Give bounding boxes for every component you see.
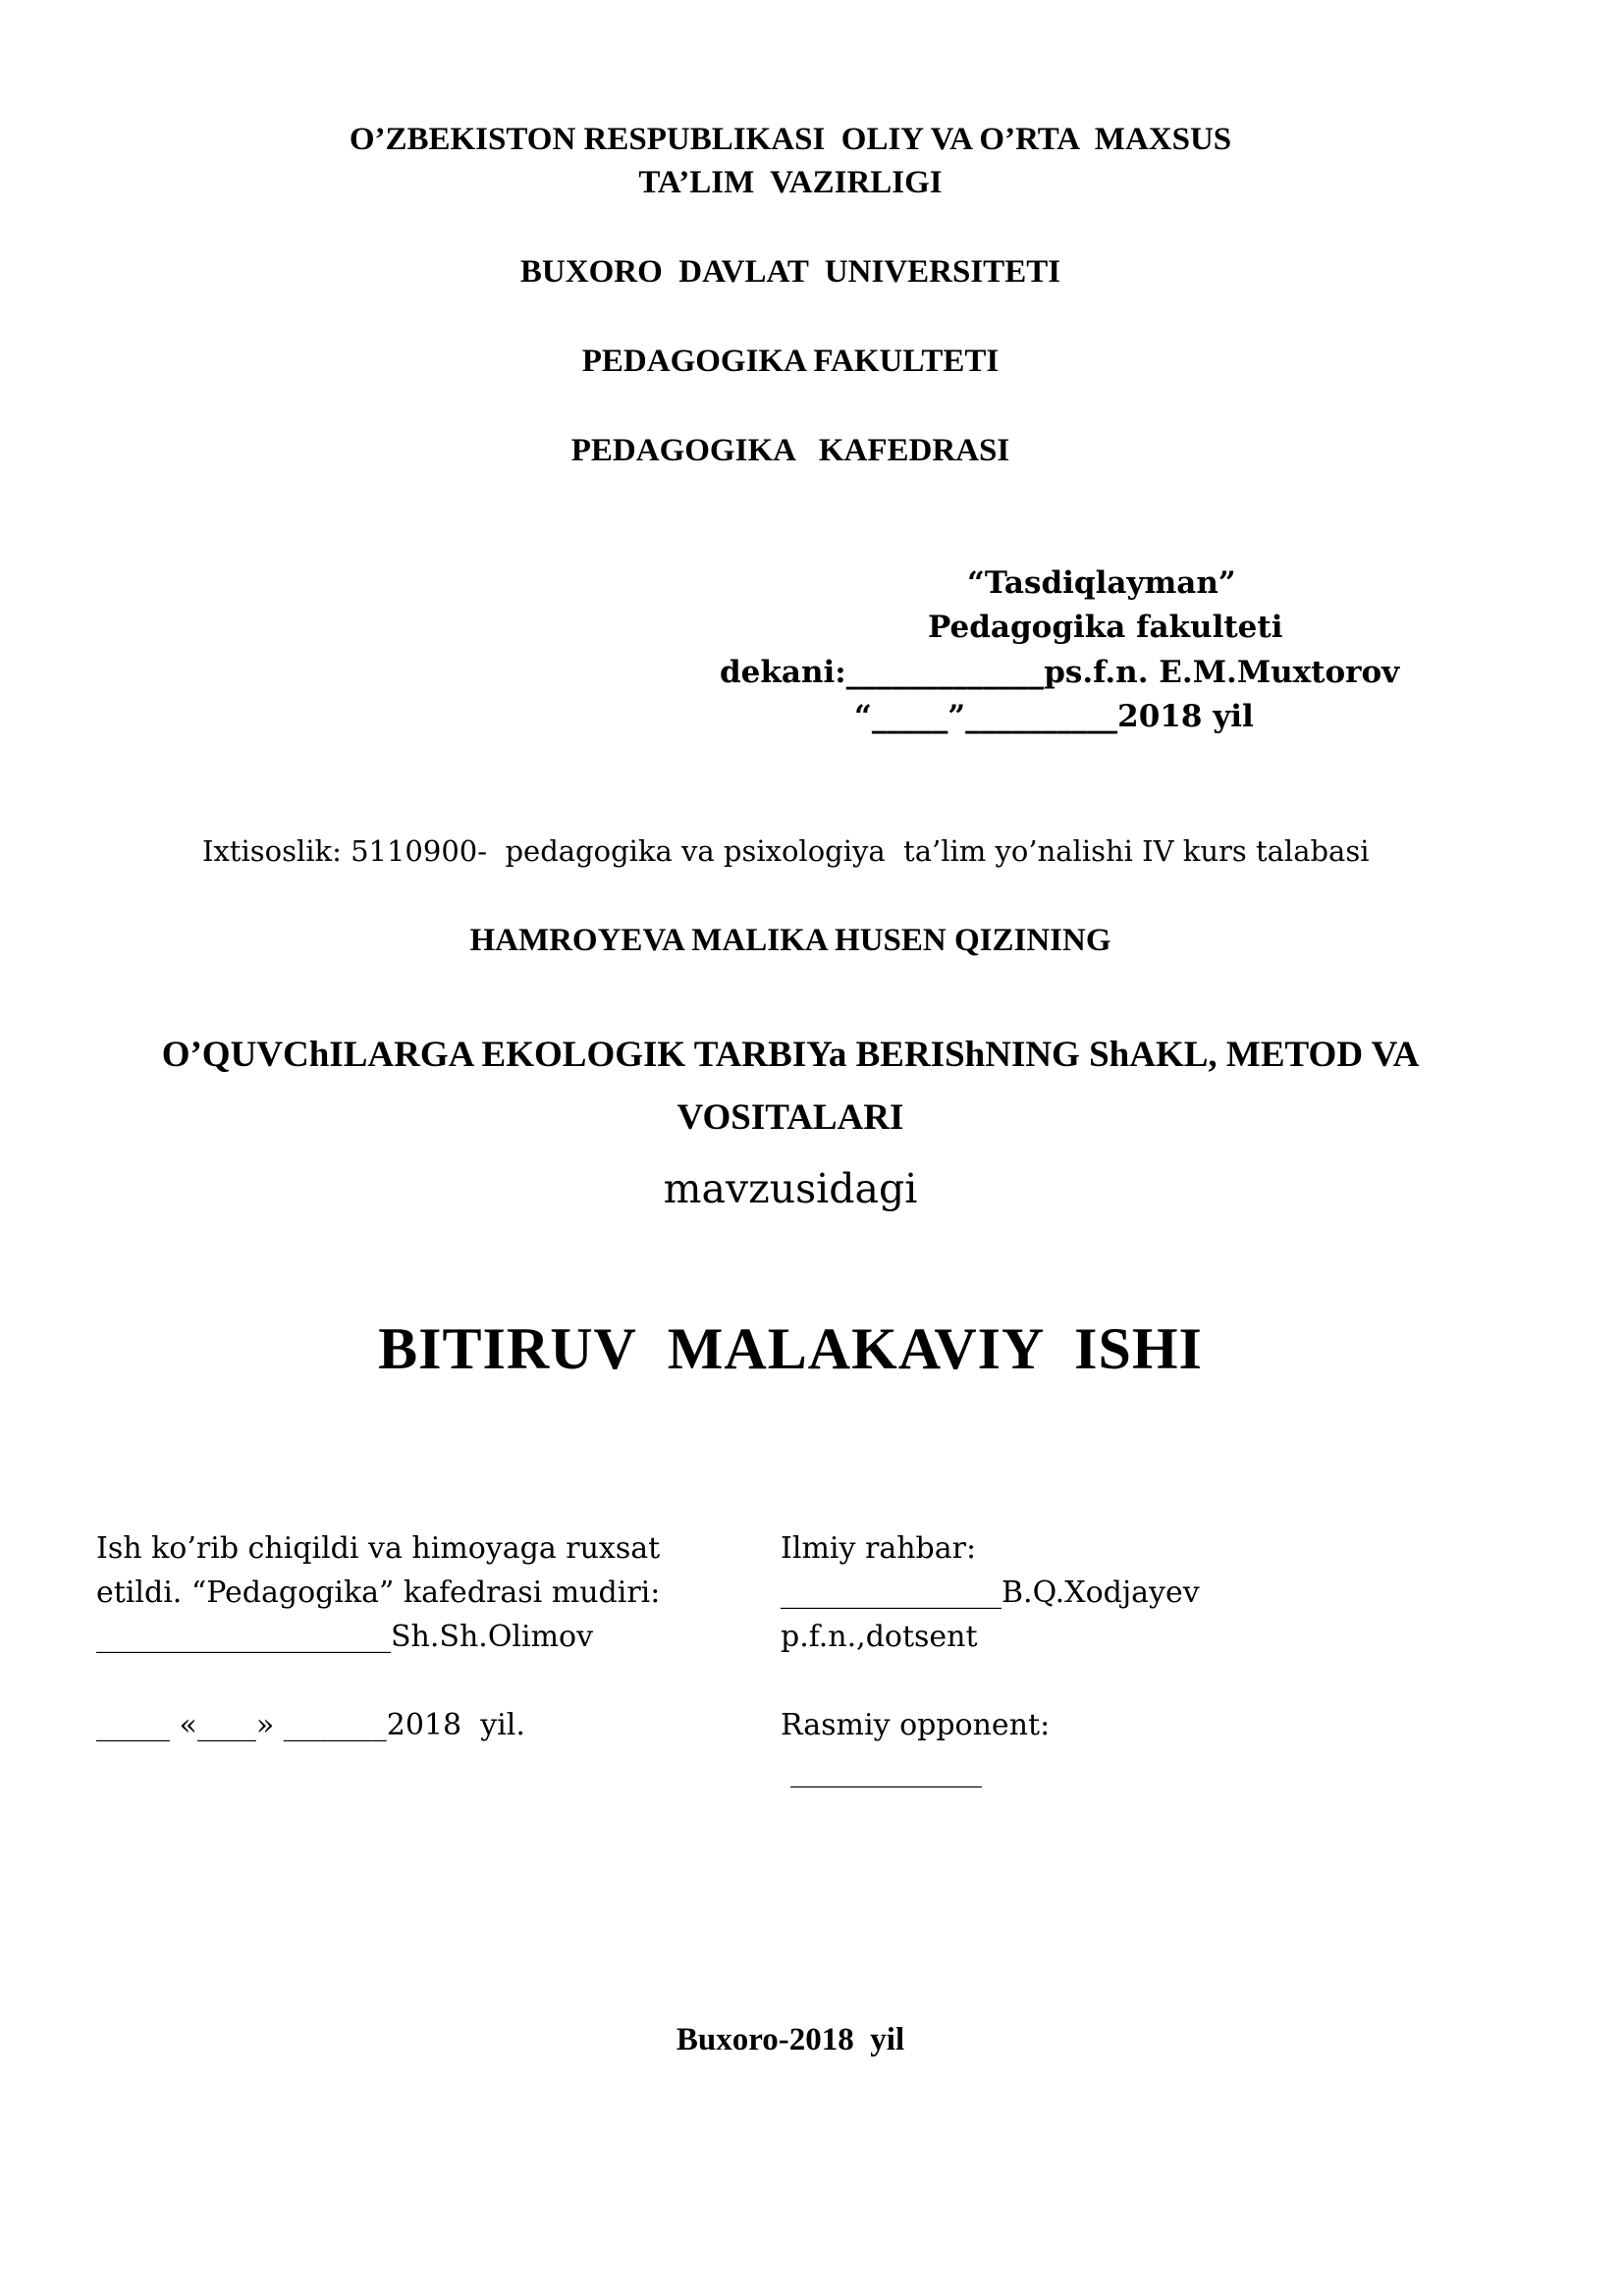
ministry-title-line1: O’ZBEKISTON RESPUBLIKASI OLIY VA O’RTA MAXSUS xyxy=(349,122,1232,157)
review-note-line1: Ish ko’rib chiqildi va himoyaga ruxsat xyxy=(96,1531,661,1566)
supervisor-title: p.f.n.,dotsent xyxy=(781,1620,978,1654)
ministry-title-line2: TA’LIM VAZIRLIGI xyxy=(638,165,943,200)
review-date: _____ «____» _______2018 yil. xyxy=(96,1708,525,1742)
approval-heading: “Tasdiqlayman” xyxy=(967,565,1236,601)
approval-faculty: Pedagogika fakulteti xyxy=(928,610,1283,645)
topic-line1: O’QUVChILARGA EKOLOGIK TARBIYa BERIShNING ShAKL, METOD VA xyxy=(161,1035,1420,1075)
opponent-signature: _____________ xyxy=(790,1754,982,1789)
student-name: HAMROYEVA MALIKA HUSEN QIZINING xyxy=(469,923,1111,958)
faculty-name: PEDAGOGIKA FAKULTETI xyxy=(581,344,1000,379)
topic-line2: VOSITALARI xyxy=(677,1097,904,1138)
supervisor-label: Ilmiy rahbar: xyxy=(781,1531,977,1566)
opponent-label: Rasmiy opponent: xyxy=(781,1708,1051,1742)
review-note-line2: etildi. “Pedagogika” kafedrasi mudiri: xyxy=(96,1575,661,1610)
place-year-footer: Buxoro-2018 yil xyxy=(676,2022,905,2057)
approval-dean: dekani:_____________ps.f.n. E.M.Muxtorov xyxy=(720,655,1400,690)
specialty-line: Ixtisoslik: 5110900- pedagogika va psixologiya ta’lim yo’nalishi IV kurs talabasi xyxy=(202,834,1370,868)
department-head-signature: ____________________Sh.Sh.Olimov xyxy=(96,1620,594,1654)
approval-date: “_____”__________2018 yil xyxy=(854,699,1254,734)
supervisor-signature: _______________B.Q.Xodjayev xyxy=(781,1575,1200,1610)
document-type-title: BITIRUV MALAKAVIY ISHI xyxy=(378,1316,1203,1381)
department-name: PEDAGOGIKA KAFEDRASI xyxy=(570,433,1010,468)
topic-suffix: mavzusidagi xyxy=(663,1165,918,1212)
university-name: BUXORO DAVLAT UNIVERSITETI xyxy=(519,254,1061,290)
